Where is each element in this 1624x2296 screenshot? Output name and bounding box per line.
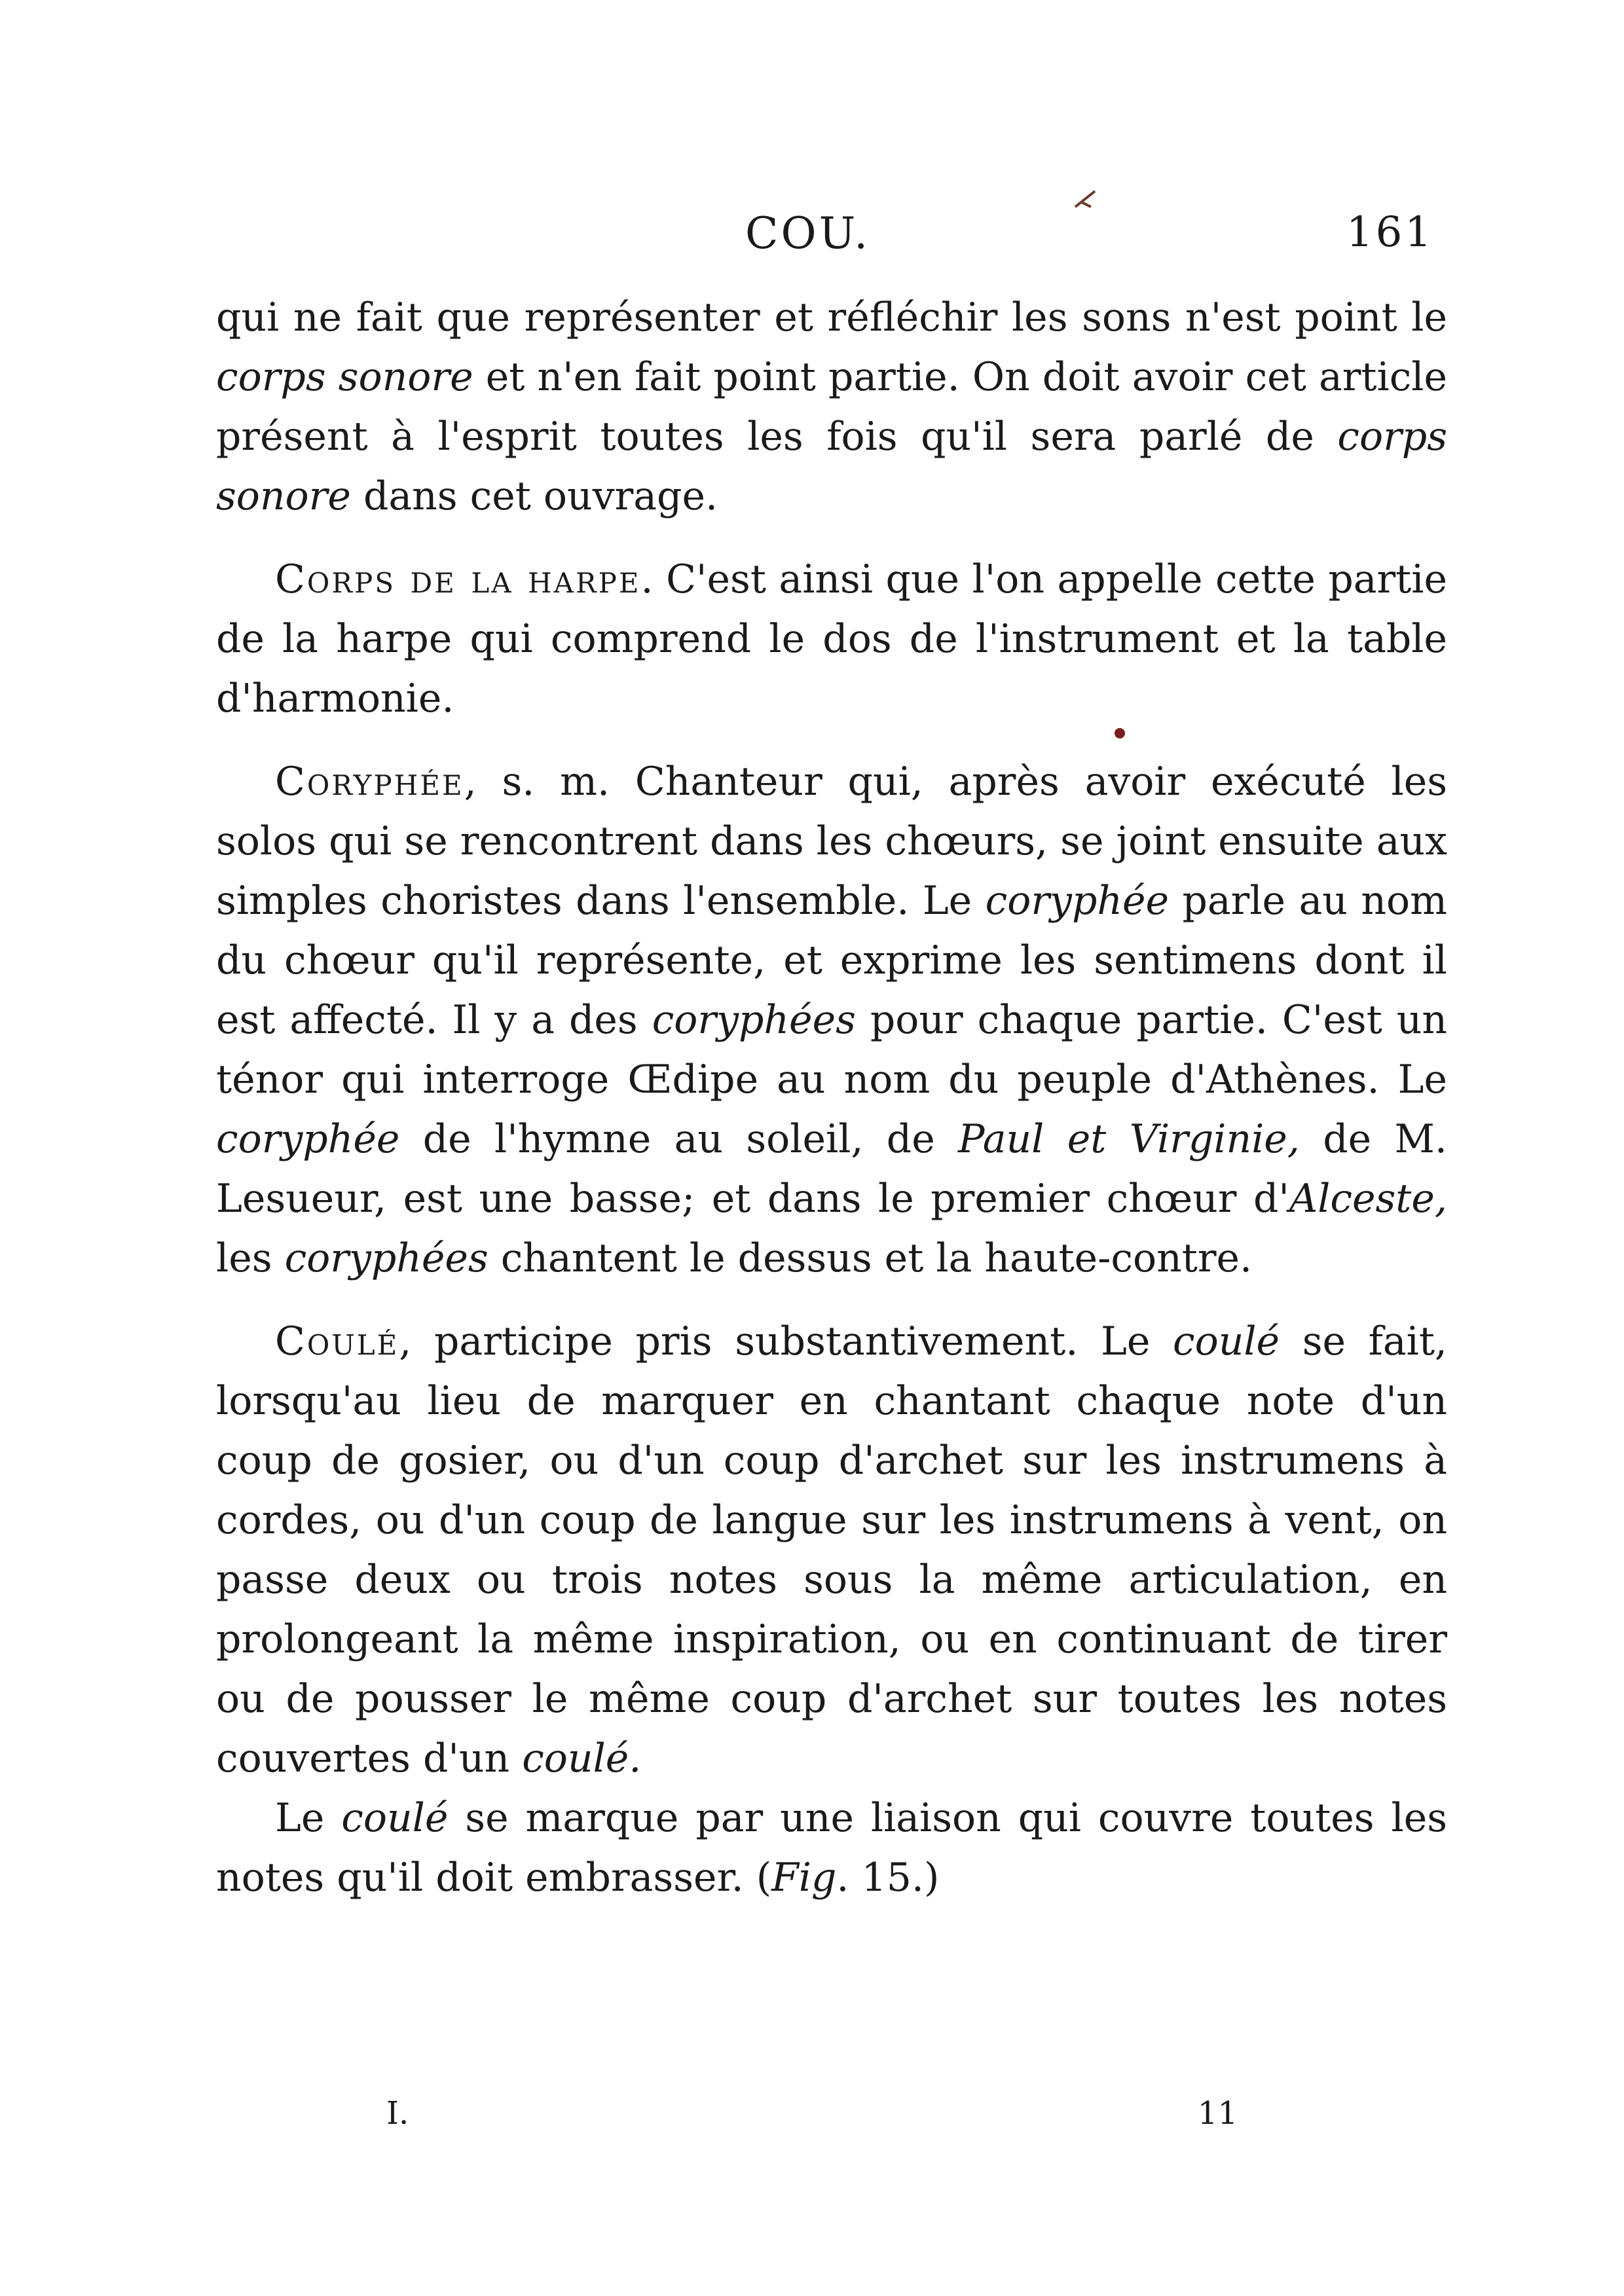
body-text: se marque par une liaison qui couvre toutes les notes qu'il doit embrasser. ( [216, 1795, 1447, 1901]
gathering-mark: 11 [1197, 2095, 1238, 2132]
entry-coule-note [216, 1789, 1447, 1908]
italic-term: coryphée [216, 1116, 400, 1162]
italic-term: coryphées [652, 997, 856, 1043]
body-text: chantent le dessus et la haute-contre. [488, 1235, 1253, 1281]
entry-headword: Coulé [275, 1319, 399, 1364]
body-text: se fait, lorsqu'au lieu de marquer en chantant chaque note d'un coup de gosier, ou d'un coup d'archet sur les instrumens à cordes, ou d'un coup de langue sur les instrumens à vent, on passe deux ou trois notes sous la même articulation, en prolongeant la même inspiration, ou en continuant de tirer ou de pousser le même coup d'archet sur toutes les notes couvertes d'un [216, 1319, 1448, 1781]
page-footer [386, 2095, 1238, 2134]
body-text: et n'en fait point partie. On doit avoir cet article présent à l'esprit toutes les fois qu'il sera parlé de [216, 354, 1447, 460]
italic-term: coulé. [522, 1736, 642, 1781]
body-text: qui ne fait que représenter et réfléchir les sons n'est point le [216, 295, 1447, 340]
body-text: parle au nom du chœur qu'il représente, et exprime les sentimens dont il est affecté. Il y a des [216, 878, 1447, 1043]
body-text: de l'hymne au soleil, de [399, 1116, 959, 1162]
entry-corps-de-la-harpe [216, 550, 1447, 729]
body-text: de M. Lesueur, est une basse; et dans le premier chœur d' [216, 1116, 1447, 1222]
pen-mark-decoration [1071, 187, 1100, 213]
italic-term: Paul et Virginie, [958, 1116, 1300, 1162]
italic-term: coryphée [985, 878, 1170, 924]
entry-headword: Coryphée [275, 759, 464, 805]
italic-term: corps sonore [216, 414, 1447, 519]
entry-corps-sonore-continuation [216, 288, 1447, 526]
italic-term: coryphées [284, 1235, 489, 1281]
page-number: 161 [1346, 208, 1434, 257]
body-text: pour chaque partie. C'est un ténor qui interroge Œdipe au nom du peuple d'Athènes. Le [216, 997, 1447, 1102]
entry-headword: Corps de la harpe [275, 556, 641, 602]
running-head: COU. [745, 208, 871, 259]
body-text: Le [275, 1795, 342, 1841]
entry-coule [216, 1312, 1447, 1789]
italic-term: corps sonore [216, 354, 473, 400]
body-text: , participe pris substantivement. Le [399, 1319, 1173, 1364]
page-header [216, 208, 1434, 267]
body-text: dans cet ouvrage. [350, 473, 718, 519]
signature-mark: I. [386, 2095, 409, 2132]
entry-coryphee [216, 752, 1447, 1288]
body-text: , s. m. Chanteur qui, après avoir exécuté les solos qui se rencontrent dans les chœurs, se joint ensuite aux simples choristes dans l'ensemble. Le [216, 759, 1448, 924]
page-body [216, 288, 1447, 1908]
body-text: . C'est ainsi que l'on appelle cette partie de la harpe qui comprend le dos de l'instrument et la table d'harmonie. [216, 556, 1447, 721]
body-text: les [216, 1235, 285, 1281]
body-text: . 15.) [836, 1855, 940, 1901]
italic-term: coulé [1172, 1319, 1280, 1364]
italic-term: Alceste, [1289, 1176, 1447, 1222]
italic-term: Fig [771, 1855, 837, 1901]
italic-term: coulé [341, 1795, 449, 1841]
